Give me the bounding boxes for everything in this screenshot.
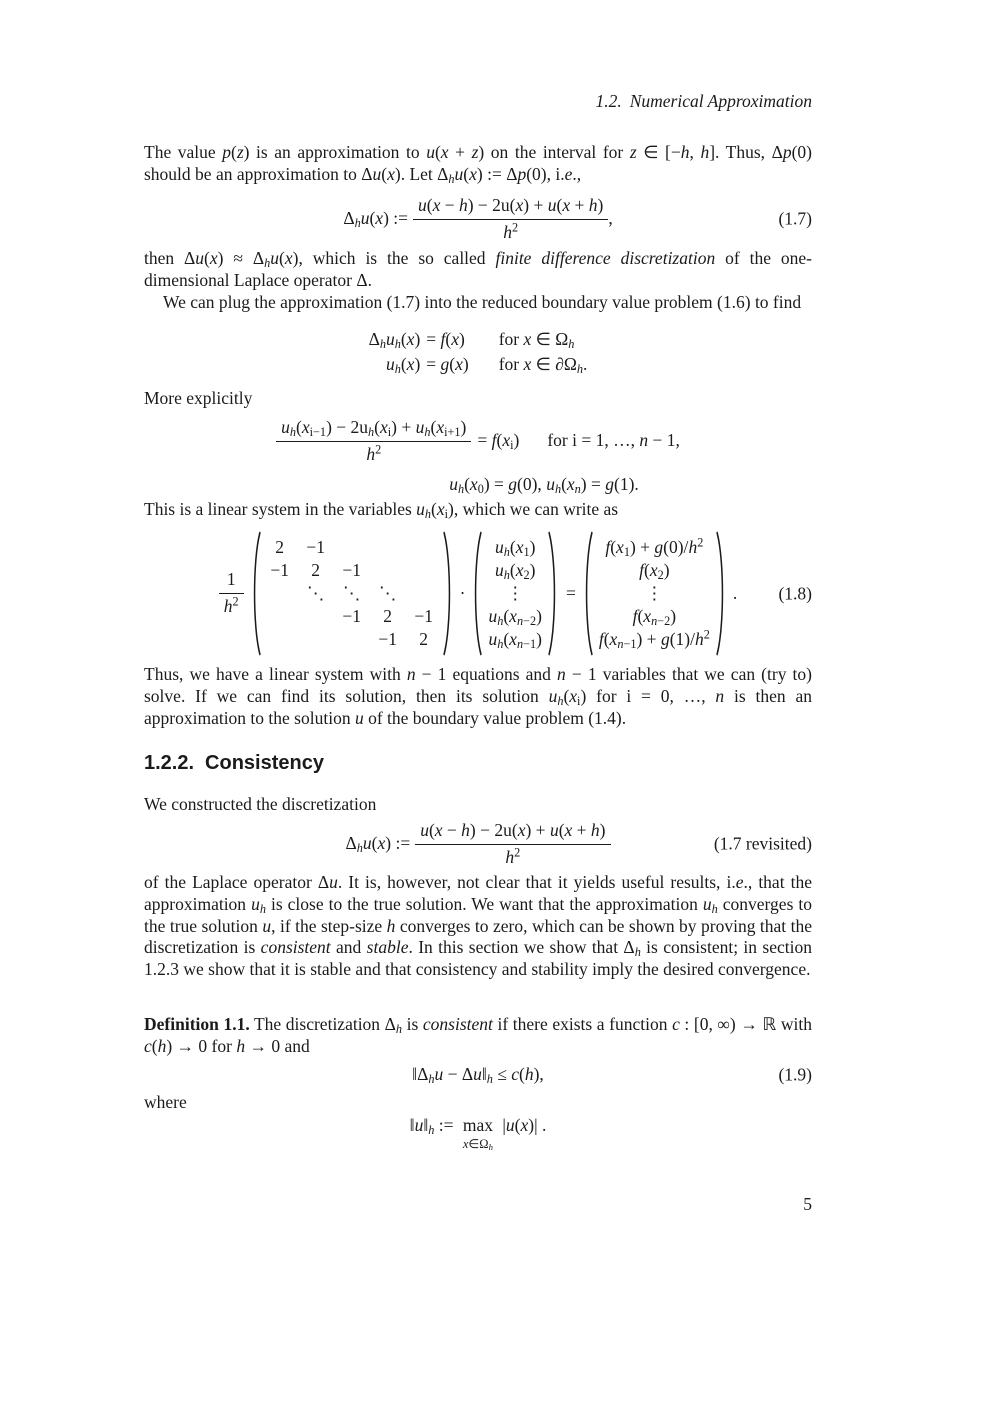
bvp-row2-condition: for x ∈ $\partial\Omega_h$. (498, 353, 588, 376)
equation-tag-1-7-revisited: (1.7 revisited) (713, 833, 812, 854)
multiplication-dot: · (459, 582, 466, 603)
left-parenthesis (249, 530, 262, 657)
matrix-cell: 2 (275, 536, 285, 557)
equation-norm-definition (144, 1113, 812, 1151)
unknown-vector (483, 536, 546, 651)
paragraph-then: then $\Delta u(x) \approx \Delta_hu(x)$, which is the so called finite difference discretization of the one-dimensional Laplace operator Δ. (144, 248, 812, 290)
fraction (415, 820, 610, 869)
fraction-numerator: u(x − h) − 2u(x) + u(x + h) (415, 820, 610, 845)
norm-argument: |u(x)| . (502, 1115, 547, 1135)
matrix-cell: −1 (342, 559, 361, 580)
left-parenthesis (581, 530, 594, 657)
norm-lhs: $‖u‖_h$ := (409, 1115, 454, 1138)
text-column (144, 0, 812, 1414)
matrix-cell: 2 (419, 628, 429, 649)
matrix-cell: −1 (342, 605, 361, 626)
matrix-cell: ⋱ (378, 582, 397, 603)
matrix-cell: ⋱ (306, 582, 325, 603)
bvp-grid (369, 327, 588, 376)
explicit-boundary-row (144, 474, 812, 495)
equation-1-9 (144, 1062, 812, 1088)
paragraph-laplace: of the Laplace operator Δu. It is, however, not clear that it yields useful results, i.e., that the approximation $u_h$ is close to the true solution. We want that the approximation $u_h$ converges to the true solution u, if the step-size h converges to zero, which can be shown by proving that the discretization is consistent and stable. In this section we show that $\Delta_h$ is consistent; in section 1.2.3 we show that it is stable and that consistency and stability imply the desired convergence. (144, 872, 813, 980)
fraction-denominator: $h^2$ (505, 844, 521, 867)
paragraph-constructed: We constructed the discretization (144, 794, 377, 814)
bvp-row1-lhs: $\Delta_hu_h(x)$ (368, 329, 421, 352)
vector-entry: $u_h(x_{n-1})$ (488, 628, 542, 651)
matrix-cell: −1 (270, 559, 289, 580)
page-number: 5 (803, 1194, 812, 1214)
running-head-section-number: 1.2. (595, 91, 622, 111)
vector-entry: $f(x_{n-2})$ (632, 605, 677, 628)
explicit-condition: for i = 1, …, n − 1, (547, 430, 680, 451)
explicit-boundary-values: $u_h(x_0) = g(0)$, $u_h(x_n) = g(1)$. (449, 473, 639, 496)
paragraph-plug: We can plug the approximation (1.7) into the reduced boundary value problem (1.6) to find (163, 292, 802, 312)
fraction-numerator: u(x − h) − 2u(x) + u(x + h) (413, 195, 608, 220)
equation-bvp-system (144, 327, 812, 376)
equation-1-7 (144, 193, 812, 245)
equation-tag-1-9: (1.9) (778, 1064, 812, 1085)
equation-1-8-trail: . (732, 582, 738, 603)
bvp-row2-lhs: $u_h(x)$ (385, 353, 421, 376)
vector-entry: ⋮ (506, 582, 524, 603)
coefficient-fraction (219, 569, 244, 618)
matrix-cell: ⋱ (342, 582, 361, 603)
max-operator-with-limit (463, 1113, 493, 1151)
max-operator: max (462, 1115, 493, 1135)
equation-1-7-body (144, 193, 812, 245)
fraction (413, 195, 608, 244)
bvp-row1-condition: for x ∈ $\Omega_h$ (498, 329, 575, 352)
section-heading-title: Consistency (205, 752, 324, 774)
running-head-section-title: Numerical Approximation (629, 91, 812, 111)
vector-entry: $f(x_2)$ (639, 559, 670, 582)
equation-explicit-system (144, 417, 812, 495)
vector-entry: $u_h(x_2)$ (494, 559, 536, 582)
fraction-numerator: 1 (219, 569, 244, 594)
matrix-cell: −1 (378, 628, 397, 649)
tridiagonal-matrix (262, 536, 442, 651)
paragraph-definition: Definition 1.1. The discretization $\Delta_h$ is consistent if there exists a function c : [0, ∞) → ℝ with c(h) → 0 for h → 0 and (144, 1014, 812, 1056)
equation-lhs: $\Delta_hu(x)$ := (345, 833, 411, 856)
right-parenthesis (547, 530, 560, 657)
equation-1-8 (144, 528, 812, 659)
equation-tag-1-8: (1.8) (778, 583, 812, 603)
equation-1-9-body: $‖\Delta_hu$ − $\Delta u‖_h \le c(h)$, (412, 1064, 544, 1087)
paragraph-where: where (144, 1092, 187, 1112)
matrix-cell: −1 (306, 536, 325, 557)
matrix-cell: 2 (383, 605, 393, 626)
bvp-row2-relation: = g(x) (426, 353, 469, 374)
matrix-cell: 2 (311, 559, 321, 580)
explicit-row (144, 417, 812, 466)
equation-1-7-trail: , (608, 208, 613, 229)
vector-entry: $f(x_{n-1}) + g(1)/h^2$ (598, 626, 710, 651)
vector-entry: ⋮ (645, 582, 664, 603)
explicit-relation: = $f(x_i)$ (477, 430, 520, 453)
paragraph-intro: The value p(z) is an approximation to u(x + z) on the interval for z ∈ [−h, h]. Thus, Δp(0) should be an approximation to Δu(x). Let $\Delta_hu(x)$ := Δp(0), i.e., (144, 142, 813, 186)
running-head (144, 91, 812, 112)
fraction-numerator: $u_h(x_{i-1}) - 2u_h(x_i) + u_h(x_{i+1})$ (276, 417, 471, 442)
equation-1-7-lhs: $\Delta_hu(x)$ := (343, 208, 408, 231)
equation-tag-1-7: (1.7) (778, 208, 812, 229)
vector-entry: $u_h(x_1)$ (494, 536, 536, 559)
section-heading-number: 1.2.2. (144, 752, 195, 774)
max-limit: $x\in\Omega_h$ (462, 1137, 493, 1153)
fraction (276, 417, 471, 466)
bvp-row1-relation: = f(x) (426, 329, 465, 349)
fraction-denominator: $h^2$ (366, 442, 382, 464)
left-parenthesis (470, 530, 483, 657)
vector-entry: $f(x_1) + g(0)/h^2$ (605, 534, 704, 559)
equals-sign: = (565, 582, 576, 603)
right-hand-side-vector (594, 536, 715, 651)
equation-1-7-revisited-body (144, 818, 812, 870)
paragraph-linear-system: This is a linear system in the variables $u_h(x_i)$, which we can write as (144, 499, 619, 522)
right-parenthesis (715, 530, 728, 657)
equation-1-7-revisited (144, 818, 812, 870)
equation-1-8-body (144, 528, 812, 659)
paragraph-thus: Thus, we have a linear system with n − 1 equations and n − 1 variables that we can (try to) solve. If we can find its solution, then its solution $u_h(x_i)$ for i = 0, …, n is then an approximation to the solution u of the boundary value problem (1.4). (144, 664, 812, 728)
section-heading (144, 752, 812, 775)
right-parenthesis (442, 530, 455, 657)
paragraph-more-explicitly: More explicitly (144, 388, 253, 408)
fraction-denominator: $h^2$ (503, 219, 519, 242)
matrix-cell: −1 (414, 605, 433, 626)
vector-entry: $u_h(x_{n-2})$ (488, 605, 542, 628)
fraction-denominator: $h^2$ (223, 594, 239, 616)
